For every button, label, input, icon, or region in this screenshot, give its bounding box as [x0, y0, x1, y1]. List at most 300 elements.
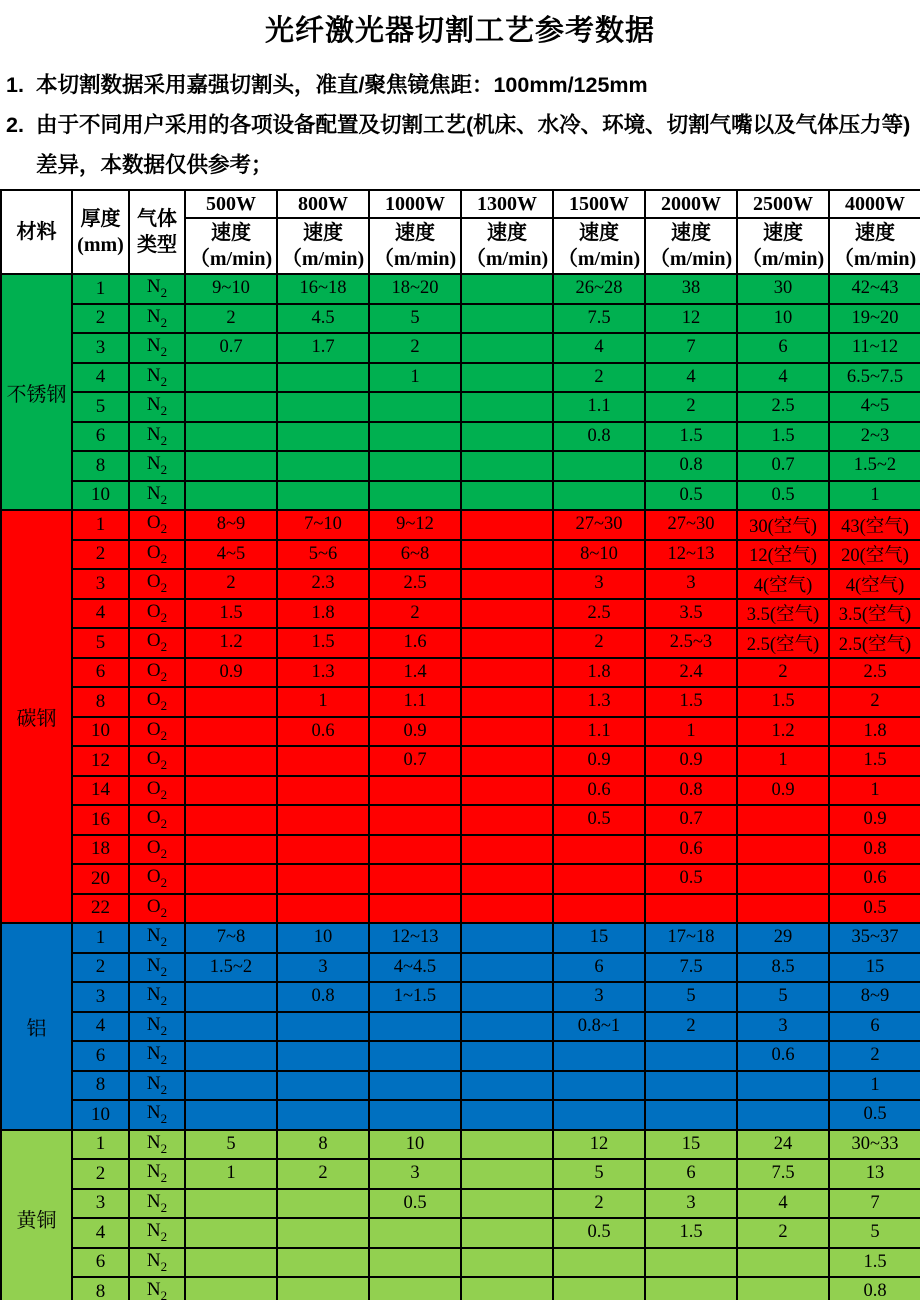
speed-value-cell: 3 [737, 1012, 829, 1042]
speed-value-cell [185, 1100, 277, 1130]
gas-element: N [146, 1131, 161, 1153]
gas-subscript: 2 [160, 757, 168, 773]
gas-element: N [146, 335, 161, 357]
speed-value-cell: 6~8 [369, 540, 461, 570]
speed-header [645, 218, 737, 274]
gas-element: O [146, 718, 161, 740]
material-header: 材料 [1, 190, 72, 274]
gas-type-cell [129, 717, 185, 747]
speed-value-cell [277, 1012, 369, 1042]
note-1-marker: 1. [6, 73, 24, 97]
speed-value-cell: 1.8 [277, 599, 369, 629]
gas-element: O [146, 748, 161, 770]
speed-value-cell: 10 [737, 304, 829, 334]
speed-value-cell: 0.6 [829, 864, 920, 894]
speed-value-cell [461, 923, 553, 953]
speed-value-cell [461, 835, 553, 865]
gas-element: N [146, 423, 161, 445]
speed-value-cell: 0.5 [645, 481, 737, 511]
gas-element: N [146, 305, 161, 327]
table-row [1, 1218, 920, 1248]
speed-value-cell: 0.9 [829, 805, 920, 835]
speed-value-cell: 2 [829, 1041, 920, 1071]
speed-value-cell [461, 569, 553, 599]
speed-value-cell [185, 894, 277, 924]
speed-value-cell [645, 1277, 737, 1300]
note-2 [6, 105, 916, 185]
speed-value-cell [185, 805, 277, 835]
page-title: 光纤激光器切割工艺参考数据 [264, 15, 655, 47]
speed-value-cell [277, 805, 369, 835]
speed-value-cell [185, 1041, 277, 1071]
speed-value-cell: 20(空气) [829, 540, 920, 570]
gas-subscript: 2 [160, 727, 168, 743]
speed-value-cell [645, 894, 737, 924]
speed-value-cell [185, 1248, 277, 1278]
speed-header [461, 218, 553, 274]
speed-value-cell [737, 1100, 829, 1130]
speed-value-cell [553, 1041, 645, 1071]
speed-value-cell [461, 982, 553, 1012]
speed-value-cell [461, 451, 553, 481]
thickness-cell: 1 [72, 274, 129, 304]
speed-value-cell [461, 1159, 553, 1189]
speed-value-cell [461, 805, 553, 835]
speed-value-cell [369, 422, 461, 452]
gas-subscript: 2 [160, 816, 168, 832]
speed-value-cell [277, 746, 369, 776]
speed-value-cell: 10 [277, 923, 369, 953]
thickness-cell: 6 [72, 658, 129, 688]
gas-type-cell [129, 481, 185, 511]
speed-value-cell [369, 864, 461, 894]
speed-value-cell: 1 [829, 481, 920, 511]
speed-value-cell [369, 1277, 461, 1300]
material-cell: 碳钢 [1, 510, 72, 923]
speed-value-cell [277, 864, 369, 894]
table-row [1, 805, 920, 835]
speed-value-cell [553, 481, 645, 511]
speed-value-cell: 1.8 [829, 717, 920, 747]
speed-value-cell [185, 1012, 277, 1042]
speed-value-cell: 2 [737, 1218, 829, 1248]
speed-value-cell: 0.6 [737, 1041, 829, 1071]
speed-value-cell: 0.7 [369, 746, 461, 776]
note-1-text: 本切割数据采用嘉强切割头，准直/聚焦镜焦距：100mm/125mm [36, 73, 648, 97]
gas-element: O [146, 807, 161, 829]
table-row [1, 392, 920, 422]
speed-value-cell [369, 1100, 461, 1130]
thickness-cell: 4 [72, 1012, 129, 1042]
speed-value-cell: 2 [553, 628, 645, 658]
gas-subscript: 2 [160, 1052, 168, 1068]
speed-value-cell: 1.5 [645, 687, 737, 717]
power-column-header-4000w: 4000W [829, 190, 920, 218]
gas-header-line2: 类型 [137, 234, 177, 256]
speed-value-cell: 3 [645, 569, 737, 599]
speed-value-cell [277, 481, 369, 511]
speed-value-cell: 4 [737, 1189, 829, 1219]
table-row [1, 658, 920, 688]
speed-value-cell: 2 [737, 658, 829, 688]
gas-element: N [146, 364, 161, 386]
speed-label: 速度 [211, 222, 251, 244]
thickness-cell: 4 [72, 363, 129, 393]
speed-value-cell [185, 864, 277, 894]
speed-value-cell [461, 953, 553, 983]
speed-value-cell: 1.6 [369, 628, 461, 658]
speed-value-cell: 12(空气) [737, 540, 829, 570]
speed-value-cell [277, 1100, 369, 1130]
material-cell: 黄铜 [1, 1130, 72, 1300]
gas-element: N [146, 482, 161, 504]
power-column-header-1000w: 1000W [369, 190, 461, 218]
table-row [1, 274, 920, 304]
table-row [1, 687, 920, 717]
table-header [1, 190, 920, 274]
table-row [1, 540, 920, 570]
speed-value-cell: 9~10 [185, 274, 277, 304]
material-cell: 不锈钢 [1, 274, 72, 510]
speed-value-cell: 7.5 [737, 1159, 829, 1189]
gas-subscript: 2 [160, 1288, 168, 1300]
speed-value-cell: 13 [829, 1159, 920, 1189]
speed-value-cell [461, 510, 553, 540]
thickness-cell: 12 [72, 746, 129, 776]
speed-value-cell: 0.8~1 [553, 1012, 645, 1042]
thickness-cell: 5 [72, 628, 129, 658]
speed-value-cell [185, 1277, 277, 1300]
table-row [1, 1071, 920, 1101]
speed-value-cell [553, 894, 645, 924]
speed-value-cell [461, 363, 553, 393]
speed-value-cell: 4.5 [277, 304, 369, 334]
speed-unit: （m/min) [833, 248, 917, 270]
speed-value-cell [277, 1189, 369, 1219]
speed-value-cell [461, 628, 553, 658]
gas-element: N [146, 1161, 161, 1183]
gas-subscript: 2 [160, 786, 168, 802]
gas-type-cell [129, 805, 185, 835]
speed-unit: （m/min) [741, 248, 825, 270]
speed-value-cell: 5 [645, 982, 737, 1012]
speed-value-cell: 0.8 [645, 451, 737, 481]
table-row [1, 481, 920, 511]
speed-value-cell [185, 1218, 277, 1248]
speed-value-cell: 2 [369, 333, 461, 363]
gas-element: N [146, 1102, 161, 1124]
gas-type-cell [129, 1159, 185, 1189]
speed-value-cell: 30~33 [829, 1130, 920, 1160]
speed-value-cell: 0.7 [185, 333, 277, 363]
speed-value-cell [461, 717, 553, 747]
speed-value-cell: 1.5 [829, 1248, 920, 1278]
speed-value-cell: 12~13 [369, 923, 461, 953]
speed-value-cell [461, 1012, 553, 1042]
speed-value-cell: 1 [277, 687, 369, 717]
speed-label: 速度 [487, 222, 527, 244]
gas-type-cell [129, 599, 185, 629]
speed-value-cell [553, 1100, 645, 1130]
thickness-cell: 1 [72, 510, 129, 540]
thickness-cell: 8 [72, 1277, 129, 1300]
speed-value-cell: 17~18 [645, 923, 737, 953]
speed-header [829, 218, 920, 274]
speed-unit: （m/min) [189, 248, 273, 270]
speed-value-cell: 2.5(空气) [737, 628, 829, 658]
speed-value-cell [737, 864, 829, 894]
thickness-cell: 14 [72, 776, 129, 806]
speed-value-cell: 2 [645, 1012, 737, 1042]
gas-subscript: 2 [160, 580, 168, 596]
gas-type-cell [129, 982, 185, 1012]
gas-type-cell [129, 1218, 185, 1248]
table-row [1, 864, 920, 894]
speed-value-cell: 12~13 [645, 540, 737, 570]
table-row [1, 1189, 920, 1219]
gas-subscript: 2 [160, 1140, 168, 1156]
speed-value-cell [185, 422, 277, 452]
speed-value-cell [461, 392, 553, 422]
speed-value-cell: 0.6 [277, 717, 369, 747]
gas-element: N [146, 984, 161, 1006]
gas-element: N [146, 1072, 161, 1094]
speed-value-cell [461, 540, 553, 570]
speed-value-cell: 3.5(空气) [829, 599, 920, 629]
speed-value-cell [369, 1248, 461, 1278]
gas-element: N [146, 1013, 161, 1035]
speed-value-cell: 26~28 [553, 274, 645, 304]
speed-value-cell: 7.5 [553, 304, 645, 334]
speed-value-cell: 1 [829, 776, 920, 806]
gas-subscript: 2 [160, 550, 168, 566]
table-row [1, 333, 920, 363]
power-column-header-800w: 800W [277, 190, 369, 218]
speed-value-cell [553, 864, 645, 894]
speed-value-cell: 15 [553, 923, 645, 953]
speed-label: 速度 [579, 222, 619, 244]
speed-value-cell: 3 [277, 953, 369, 983]
speed-value-cell: 7 [829, 1189, 920, 1219]
gas-element: O [146, 895, 161, 917]
table-row [1, 422, 920, 452]
gas-type-cell [129, 628, 185, 658]
speed-value-cell: 2 [829, 687, 920, 717]
speed-value-cell: 2.5 [369, 569, 461, 599]
speed-value-cell: 2.5 [829, 658, 920, 688]
speed-value-cell [369, 1012, 461, 1042]
speed-value-cell: 27~30 [553, 510, 645, 540]
speed-value-cell [461, 1041, 553, 1071]
speed-value-cell: 1.5 [185, 599, 277, 629]
gas-type-cell [129, 333, 185, 363]
gas-element: N [146, 394, 161, 416]
speed-value-cell: 8~10 [553, 540, 645, 570]
speed-value-cell: 16~18 [277, 274, 369, 304]
speed-value-cell [461, 274, 553, 304]
speed-header [185, 218, 277, 274]
speed-value-cell: 1.8 [553, 658, 645, 688]
speed-value-cell [461, 481, 553, 511]
speed-value-cell: 4~5 [185, 540, 277, 570]
gas-type-cell [129, 835, 185, 865]
speed-value-cell: 0.5 [369, 1189, 461, 1219]
speed-value-cell: 1.3 [553, 687, 645, 717]
thickness-cell: 6 [72, 1041, 129, 1071]
table-row [1, 1277, 920, 1300]
speed-value-cell: 1.5~2 [829, 451, 920, 481]
speed-value-cell [461, 422, 553, 452]
speed-value-cell [737, 1248, 829, 1278]
speed-value-cell: 2 [369, 599, 461, 629]
speed-value-cell [277, 1041, 369, 1071]
table-row [1, 776, 920, 806]
gas-subscript: 2 [160, 963, 168, 979]
speed-value-cell [369, 1071, 461, 1101]
thickness-cell: 4 [72, 1218, 129, 1248]
table-row [1, 1159, 920, 1189]
speed-value-cell: 1~1.5 [369, 982, 461, 1012]
speed-value-cell: 1.1 [369, 687, 461, 717]
gas-type-cell [129, 363, 185, 393]
speed-value-cell: 2 [185, 304, 277, 334]
table-row [1, 569, 920, 599]
gas-type-cell [129, 658, 185, 688]
speed-value-cell: 6 [645, 1159, 737, 1189]
speed-value-cell: 1 [369, 363, 461, 393]
speed-header [369, 218, 461, 274]
thickness-cell: 10 [72, 1100, 129, 1130]
material-cell: 铝 [1, 923, 72, 1130]
table-row [1, 510, 920, 540]
speed-value-cell: 1 [645, 717, 737, 747]
speed-value-cell: 7.5 [645, 953, 737, 983]
power-column-header-2000w: 2000W [645, 190, 737, 218]
speed-value-cell: 27~30 [645, 510, 737, 540]
gas-element: O [146, 600, 161, 622]
speed-value-cell: 24 [737, 1130, 829, 1160]
speed-value-cell [185, 451, 277, 481]
speed-value-cell [277, 1218, 369, 1248]
table-row [1, 835, 920, 865]
speed-value-cell [185, 835, 277, 865]
speed-value-cell [461, 1130, 553, 1160]
speed-value-cell: 19~20 [829, 304, 920, 334]
thickness-header [72, 190, 129, 274]
speed-value-cell: 2 [553, 1189, 645, 1219]
speed-value-cell: 1.5 [737, 687, 829, 717]
thickness-cell: 8 [72, 451, 129, 481]
speed-value-cell: 1.1 [553, 392, 645, 422]
speed-value-cell [553, 451, 645, 481]
thickness-cell: 3 [72, 1189, 129, 1219]
gas-element: N [146, 276, 161, 298]
speed-value-cell: 38 [645, 274, 737, 304]
table-row [1, 1041, 920, 1071]
speed-value-cell [645, 1071, 737, 1101]
speed-value-cell [185, 717, 277, 747]
thickness-cell: 8 [72, 687, 129, 717]
speed-value-cell: 5 [185, 1130, 277, 1160]
table-body [1, 274, 920, 1300]
gas-subscript: 2 [160, 1170, 168, 1186]
speed-value-cell: 10 [369, 1130, 461, 1160]
speed-value-cell [277, 1071, 369, 1101]
speed-value-cell: 8.5 [737, 953, 829, 983]
speed-value-cell [369, 1218, 461, 1248]
gas-subscript: 2 [160, 373, 168, 389]
power-column-header-2500w: 2500W [737, 190, 829, 218]
speed-value-cell [277, 451, 369, 481]
speed-value-cell [185, 776, 277, 806]
speed-value-cell [553, 835, 645, 865]
speed-value-cell: 0.9 [185, 658, 277, 688]
speed-label: 速度 [671, 222, 711, 244]
speed-value-cell: 3 [553, 569, 645, 599]
speed-value-cell: 0.5 [553, 1218, 645, 1248]
speed-value-cell: 1.5 [737, 422, 829, 452]
speed-value-cell: 7~10 [277, 510, 369, 540]
gas-subscript: 2 [160, 668, 168, 684]
speed-value-cell: 2 [277, 1159, 369, 1189]
gas-subscript: 2 [160, 344, 168, 360]
power-header-row [1, 190, 920, 218]
table-row [1, 717, 920, 747]
speed-value-cell: 0.9 [369, 717, 461, 747]
gas-element: N [146, 1249, 161, 1271]
speed-value-cell [369, 392, 461, 422]
table-row [1, 982, 920, 1012]
gas-element: O [146, 836, 161, 858]
speed-value-cell: 2.4 [645, 658, 737, 688]
speed-value-cell: 4(空气) [737, 569, 829, 599]
gas-type-cell [129, 274, 185, 304]
speed-value-cell [277, 776, 369, 806]
notes [6, 65, 916, 185]
speed-value-cell: 6 [829, 1012, 920, 1042]
speed-value-cell: 30 [737, 274, 829, 304]
thickness-cell: 5 [72, 392, 129, 422]
speed-value-cell [553, 1248, 645, 1278]
cutting-data-table [0, 189, 920, 1300]
speed-value-cell: 0.5 [645, 864, 737, 894]
table-row [1, 628, 920, 658]
note-2-marker: 2. [6, 113, 24, 137]
gas-subscript: 2 [160, 491, 168, 507]
thickness-cell: 1 [72, 923, 129, 953]
speed-value-cell: 2 [645, 392, 737, 422]
gas-element: N [146, 925, 161, 947]
gas-subscript: 2 [160, 1022, 168, 1038]
gas-subscript: 2 [160, 609, 168, 625]
speed-value-cell: 15 [645, 1130, 737, 1160]
speed-value-cell: 1.5 [645, 422, 737, 452]
speed-unit: （m/min) [465, 248, 549, 270]
speed-value-cell: 7~8 [185, 923, 277, 953]
speed-value-cell: 2.5 [553, 599, 645, 629]
thickness-cell: 22 [72, 894, 129, 924]
speed-label: 速度 [395, 222, 435, 244]
speed-value-cell: 1.5 [277, 628, 369, 658]
table-row [1, 363, 920, 393]
speed-value-cell: 8 [277, 1130, 369, 1160]
speed-value-cell: 0.5 [737, 481, 829, 511]
speed-label: 速度 [303, 222, 343, 244]
speed-unit: （m/min) [557, 248, 641, 270]
thickness-cell: 10 [72, 481, 129, 511]
speed-value-cell: 0.7 [645, 805, 737, 835]
gas-subscript: 2 [160, 521, 168, 537]
